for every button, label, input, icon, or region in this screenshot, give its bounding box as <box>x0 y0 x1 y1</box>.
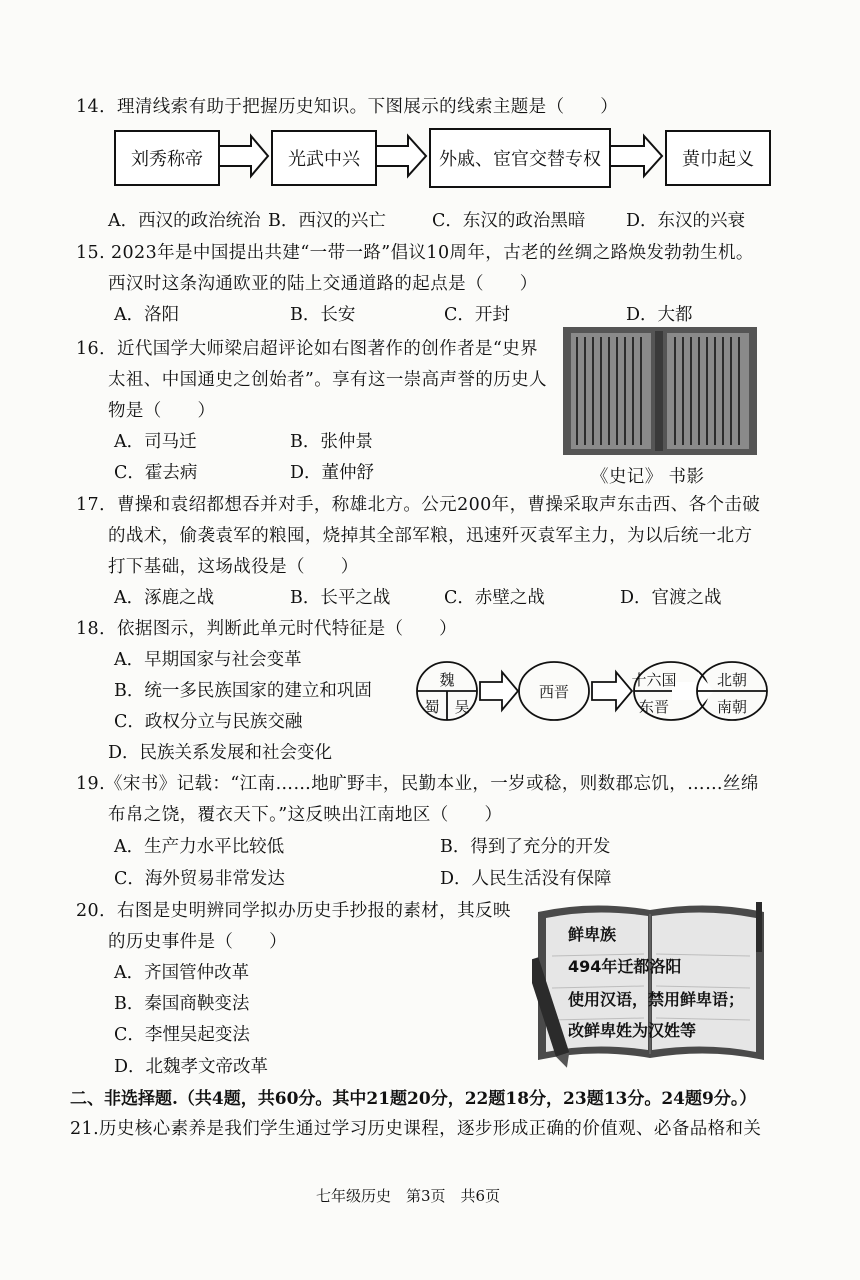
q17-option-c: C．赤壁之战 <box>444 588 545 608</box>
q14-option-b: B．西汉的兴亡 <box>268 211 386 231</box>
q19-option-c: C．海外贸易非常发达 <box>114 869 285 889</box>
q18-option-d: D．民族关系发展和社会变化 <box>108 743 333 763</box>
dyn-wu: 吴 <box>454 698 470 716</box>
dyn-nanchao: 南朝 <box>716 698 748 716</box>
q16-option-b: B．张仲景 <box>290 432 373 452</box>
shiji-book-photo <box>563 327 757 455</box>
q21-stem: 21.历史核心素养是我们学生通过学习历史课程，逐步形成正确的价值观、必备品格和关 <box>70 1119 762 1139</box>
q20-option-d: D．北魏孝文帝改革 <box>114 1057 269 1077</box>
q14-option-a: A．西汉的政治统治 <box>108 211 261 231</box>
q18-dynasty-diagram <box>410 660 770 724</box>
flow-box-3: 外戚、宦官交替专权 <box>429 128 611 188</box>
q15-option-a: A．洛阳 <box>114 305 180 325</box>
q19-option-d: D．人民生活没有保障 <box>440 869 612 889</box>
q15-stem-line1: 15. 2023年是中国提出共建“一带一路”倡议10周年，古老的丝绸之路焕发勃勃生机。 <box>76 243 754 263</box>
q20-stem-line1: 20．右图是史明辨同学拟办历史手抄报的素材，其反映 <box>76 901 511 921</box>
q17-option-d: D．官渡之战 <box>620 588 722 608</box>
q20-option-b: B．秦国商鞅变法 <box>114 994 250 1014</box>
q19-stem-line1: 19.《宋书》记载：“江南……地旷野丰，民勤本业，一岁或稔，则数郡忘饥，……丝绵 <box>76 774 759 794</box>
flow-box-4: 黄巾起义 <box>665 130 771 186</box>
q18-option-c: C．政权分立与民族交融 <box>114 712 303 732</box>
flow-box-1: 刘秀称帝 <box>114 130 220 186</box>
q17-option-a: A．涿鹿之战 <box>114 588 215 608</box>
q14-stem: 14．理清线索有助于把握历史知识。下图展示的线索主题是（ ） <box>76 97 619 117</box>
dyn-xijin: 西晋 <box>538 683 570 701</box>
q16-option-c: C．霍去病 <box>114 463 198 483</box>
q16-stem-line2: 太祖、中国通史之创始者”。享有这一崇高声誉的历史人 <box>108 370 547 390</box>
q16-option-a: A．司马迁 <box>114 432 197 452</box>
q17-stem-line1: 17．曹操和袁绍都想吞并对手，称雄北方。公元200年，曹操采取声东击西、各个击破 <box>76 495 761 515</box>
dyn-wei: 魏 <box>439 671 455 689</box>
page-footer: 七年级历史 第3页 共6页 <box>316 1187 501 1205</box>
notebook-line-1: 鲜卑族 <box>568 925 617 944</box>
q20-stem-line2: 的历史事件是（ ） <box>108 932 287 952</box>
q14-option-d: D．东汉的兴衰 <box>626 211 746 231</box>
q19-option-b: B．得到了充分的开发 <box>440 837 611 857</box>
q16-option-d: D．董仲舒 <box>290 463 375 483</box>
q16-image-caption: 《史记》 书影 <box>591 467 705 487</box>
q20-option-c: C．李悝吴起变法 <box>114 1025 250 1045</box>
q18-option-b: B．统一多民族国家的建立和巩固 <box>114 681 372 701</box>
flow-arrows-icon <box>0 0 860 220</box>
q16-stem-line1: 16．近代国学大师梁启超评论如右图著作的创作者是“史界 <box>76 339 539 359</box>
q18-stem: 18．依据图示，判断此单元时代特征是（ ） <box>76 619 458 639</box>
q15-option-d: D．大都 <box>626 305 693 325</box>
q20-option-a: A．齐国管仲改革 <box>114 963 250 983</box>
q17-option-b: B．长平之战 <box>290 588 391 608</box>
q16-stem-line3: 物是（ ） <box>108 401 216 421</box>
q19-option-a: A．生产力水平比较低 <box>114 837 285 857</box>
dyn-shu: 蜀 <box>424 698 440 716</box>
section-2-heading: 二、非选择题.（共4题，共60分。其中21题20分，22题18分，23题13分。24题9分。） <box>70 1089 757 1109</box>
q18-option-a: A．早期国家与社会变革 <box>114 650 302 670</box>
q20-notebook-image <box>532 896 770 1068</box>
notebook-line-4: 改鲜卑姓为汉姓等 <box>568 1021 697 1040</box>
q15-stem-line2: 西汉时这条沟通欧亚的陆上交通道路的起点是（ ） <box>108 274 538 294</box>
q17-stem-line2: 的战术，偷袭袁军的粮囤，烧掉其全部军粮，迅速歼灭袁军主力，为以后统一北方 <box>108 526 753 546</box>
q14-option-c: C．东汉的政治黑暗 <box>432 211 586 231</box>
flow-box-2: 光武中兴 <box>271 130 377 186</box>
q15-option-b: B．长安 <box>290 305 356 325</box>
notebook-line-2: 494年迁都洛阳 <box>568 957 682 976</box>
dyn-beichao: 北朝 <box>716 671 748 689</box>
notebook-line-3: 使用汉语，禁用鲜卑语； <box>568 990 745 1009</box>
q19-stem-line2: 布帛之饶，覆衣天下。”这反映出江南地区（ ） <box>108 805 503 825</box>
book-page-icon <box>563 327 757 455</box>
q15-option-c: C．开封 <box>444 305 510 325</box>
q17-stem-line3: 打下基础，这场战役是（ ） <box>108 557 359 577</box>
dyn-dongjin: 东晋 <box>638 698 670 716</box>
dyn-shiliuguo: 十六国 <box>631 671 677 689</box>
